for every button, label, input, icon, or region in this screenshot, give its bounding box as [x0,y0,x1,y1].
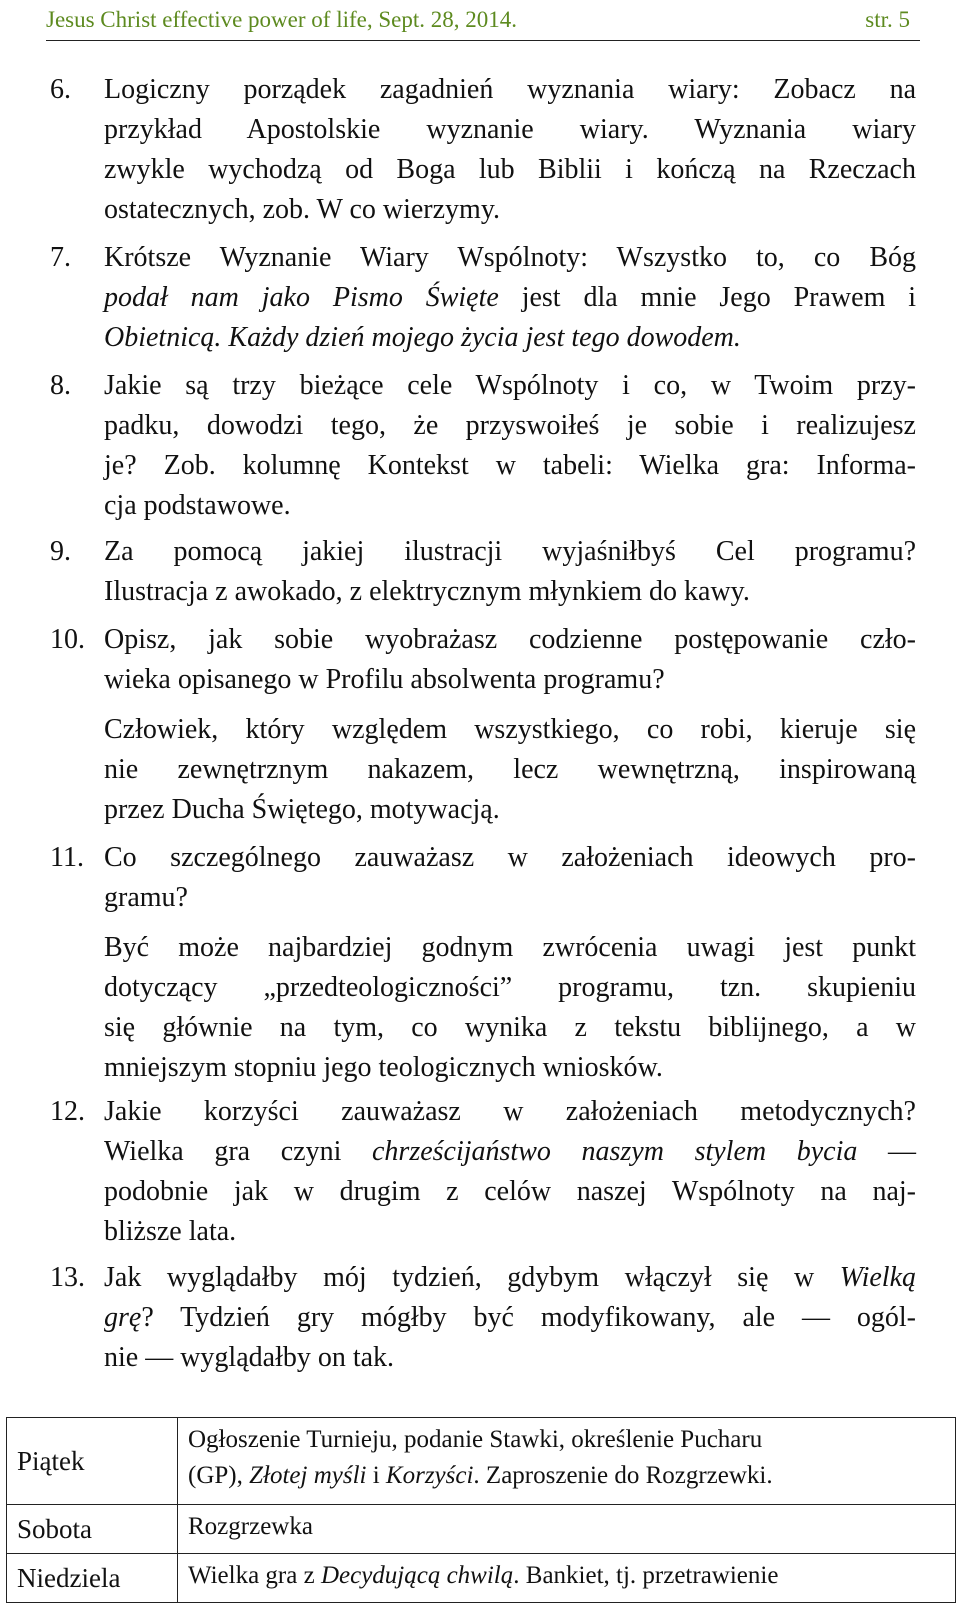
italic-text: Decydującą chwilą [320,1562,514,1589]
question-line: je? Zob. kolumnę Kontekst w tabeli: Wielka gra: Informa- [104,450,916,481]
question-number: 8. [50,370,71,401]
question-number: 12. [50,1096,85,1127]
question-line: nie — wyglądałby on tak. [104,1342,395,1373]
text-span: Wielka gra czyni [104,1136,372,1167]
activity-cell [178,1505,956,1554]
answer-line: dotyczący „przedteologiczności” programu, tzn. skupieniu [104,972,916,1003]
question-line: Jakie są trzy bieżące cele Wspólnoty i co, w Twoim przy- [104,370,916,401]
question-number: 9. [50,536,71,567]
italic-text: Obietnicą. Każdy dzień mojego życia jest tego dowodem. [104,322,741,353]
italic-text: chrześcijaństwo naszym stylem bycia [372,1136,858,1167]
question-number: 13. [50,1262,85,1293]
text-span: jest dla mnie Jego Prawem i [498,282,917,313]
activity-cell [178,1418,956,1505]
question-line: przykład Apostolskie wyznanie wiary. Wyznania wiary [104,114,916,145]
question-line: Za pomocą jakiej ilustracji wyjaśniłbyś Cel programu? [104,536,916,567]
question-number: 6. [50,74,71,105]
question-line: cja podstawowe. [104,490,291,521]
page-header [46,2,920,41]
italic-text: Korzyści [385,1462,474,1489]
question-line [104,1258,916,1298]
question-line [104,318,916,358]
text-span: . Bankiet, tj. przetrawienie [513,1562,779,1589]
question-line: Logiczny porządek zagadnień wyznania wiary: Zobacz na [104,74,916,105]
question-line: gramu? [104,882,188,913]
question-line: Co szczególnego zauważasz w założeniach ideowych pro- [104,842,916,873]
text-span: ? Tydzień gry mógłby być modyfikowany, ale — ogól- [141,1302,916,1333]
question-line: Jakie korzyści zauważasz w założeniach metodycznych? [104,1096,916,1127]
schedule-table [6,1417,956,1603]
table-row [7,1505,956,1554]
answer-line: się głównie na tym, co wynika z tekstu biblijnego, a w [104,1012,916,1043]
question-line: padku, dowodzi tego, że przyswoiłeś je sobie i realizujesz [104,410,916,441]
text-span: Jak wyglądałby mój tydzień, gdybym włączył się w [104,1262,840,1293]
question-number: 7. [50,242,71,273]
question-line: ostatecznych, zob. W co wierzymy. [104,194,501,225]
page-number: str. 5 [865,7,910,32]
answer-line: mniejszym stopniu jego teologicznych wniosków. [104,1052,663,1083]
table-row [7,1554,956,1603]
text-span: Ogłoszenie Turnieju, podanie Stawki, określenie Pucharu [188,1426,763,1453]
italic-text: podał nam jako Pismo Święte [104,282,499,313]
activity-cell [178,1554,956,1603]
question-number: 10. [50,624,85,655]
answer-line: nie zewnętrznym nakazem, lecz wewnętrzną, inspirowaną [104,754,916,785]
answer-line: Być może najbardziej godnym zwrócenia uwagi jest punkt [104,932,916,963]
text-span: i [366,1462,386,1489]
question-line: Opisz, jak sobie wyobrażasz codzienne postępowanie czło- [104,624,916,655]
question-line: Krótsze Wyznanie Wiary Wspólnoty: Wszystko to, co Bóg [104,242,916,273]
question-line: Ilustracja z awokado, z elektrycznym młynkiem do kawy. [104,576,750,607]
day-cell: Sobota [7,1505,178,1554]
header-title: Jesus Christ effective power of life, Sept. 28, 2014. [46,7,517,32]
answer-10 [104,710,916,830]
question-number: 11. [50,842,84,873]
question-line: zwykle wychodzą od Boga lub Biblii i kończą na Rzeczach [104,154,916,185]
question-line: wieka opisanego w Profilu absolwenta programu? [104,664,665,695]
text-span: — [857,1136,917,1167]
answer-11 [104,928,916,1088]
text-span: (GP), [188,1462,250,1489]
italic-text: Złotej myśli [249,1462,367,1489]
text-span: Wielka gra z [188,1562,321,1589]
table-row [7,1418,956,1505]
question-line [104,1298,916,1338]
text-span: . Zaproszenie do Rozgrzewki. [473,1462,773,1489]
italic-text: grę [104,1302,142,1333]
answer-line: Człowiek, który względem wszystkiego, co robi, kieruje się [104,714,916,745]
text-span: Rozgrzewka [188,1513,313,1540]
question-line: bliższe lata. [104,1216,237,1247]
day-cell: Niedziela [7,1554,178,1603]
answer-line: przez Ducha Świętego, motywacją. [104,794,500,825]
question-line: podobnie jak w drugim z celów naszej Wspólnoty na naj- [104,1176,916,1207]
question-line [104,1132,916,1172]
italic-text: Wielką [839,1262,916,1293]
question-line [104,278,916,318]
day-cell: Piątek [7,1418,178,1505]
